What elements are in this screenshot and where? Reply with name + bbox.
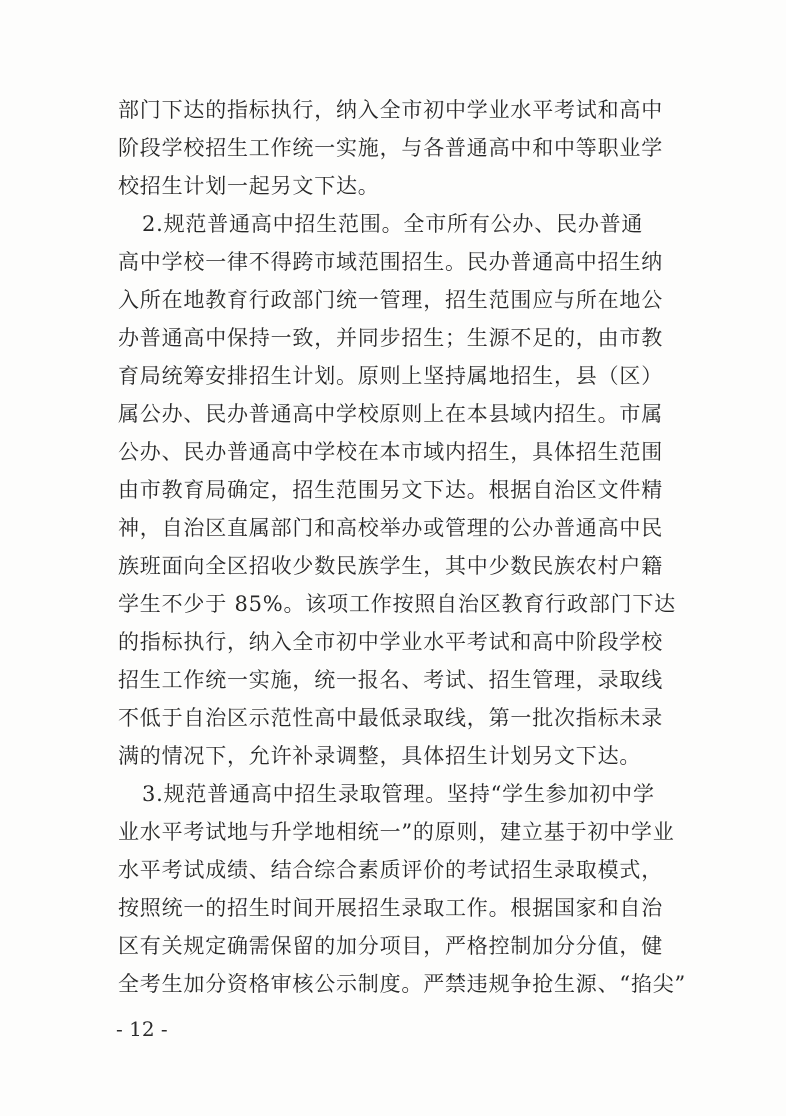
section-2-first-line: 2.规范普通高中招生范围。全市所有公办、民办普通 bbox=[142, 212, 644, 236]
body-text-line: 公办、民办普通高中学校在本市域内招生，具体招生范围 bbox=[118, 440, 663, 464]
body-text-line: 水平考试成绩、结合综合素质评价的考试招生录取模式， bbox=[118, 858, 663, 882]
body-text-line: 阶段学校招生工作统一实施，与各普通高中和中等职业学 bbox=[118, 136, 663, 160]
body-text-line: 招生工作统一实施，统一报名、考试、招生管理，录取线 bbox=[118, 668, 663, 692]
body-text-line: 全考生加分资格审核公示制度。严禁违规争抢生源、“掐尖” bbox=[118, 972, 687, 996]
body-text-line: 由市教育局确定，招生范围另文下达。根据自治区文件精 bbox=[118, 478, 663, 502]
body-text-line: 满的情况下，允许补录调整，具体招生计划另文下达。 bbox=[118, 744, 642, 768]
body-text-line: 族班面向全区招收少数民族学生，其中少数民族农村户籍 bbox=[118, 554, 663, 578]
body-text-line: 属公办、民办普通高中学校原则上在本县域内招生。市属 bbox=[118, 402, 663, 426]
body-text-line: 神，自治区直属部门和高校举办或管理的公办普通高中民 bbox=[118, 516, 663, 540]
body-text-line: 学生不少于 85%。该项工作按照自治区教育行政部门下达 bbox=[118, 592, 676, 616]
body-text-line: 办普通高中保持一致，并同步招生；生源不足的，由市教 bbox=[118, 326, 663, 350]
body-text-line: 入所在地教育行政部门统一管理，招生范围应与所在地公 bbox=[118, 288, 663, 312]
body-text-line: 业水平考试地与升学地相统一”的原则，建立基于初中学业 bbox=[118, 820, 675, 844]
body-text-line: 不低于自治区示范性高中最低录取线，第一批次指标未录 bbox=[118, 706, 663, 730]
body-text-line: 按照统一的招生时间开展招生录取工作。根据国家和自治 bbox=[118, 896, 663, 920]
section-3-first-line: 3.规范普通高中招生录取管理。坚持“学生参加初中学 bbox=[142, 782, 655, 806]
body-text-line: 区有关规定确需保留的加分项目，严格控制加分分值，健 bbox=[118, 934, 663, 958]
body-text-line: 的指标执行，纳入全市初中学业水平考试和高中阶段学校 bbox=[118, 630, 663, 654]
body-text-line: 高中学校一律不得跨市域范围招生。民办普通高中招生纳 bbox=[118, 250, 663, 274]
page-number: - 12 - bbox=[116, 1017, 168, 1041]
body-text-line: 校招生计划一起另文下达。 bbox=[118, 174, 380, 198]
body-text-line: 育局统筹安排招生计划。原则上坚持属地招生，县（区） bbox=[118, 364, 663, 388]
body-text-line: 部门下达的指标执行，纳入全市初中学业水平考试和高中 bbox=[118, 98, 663, 122]
